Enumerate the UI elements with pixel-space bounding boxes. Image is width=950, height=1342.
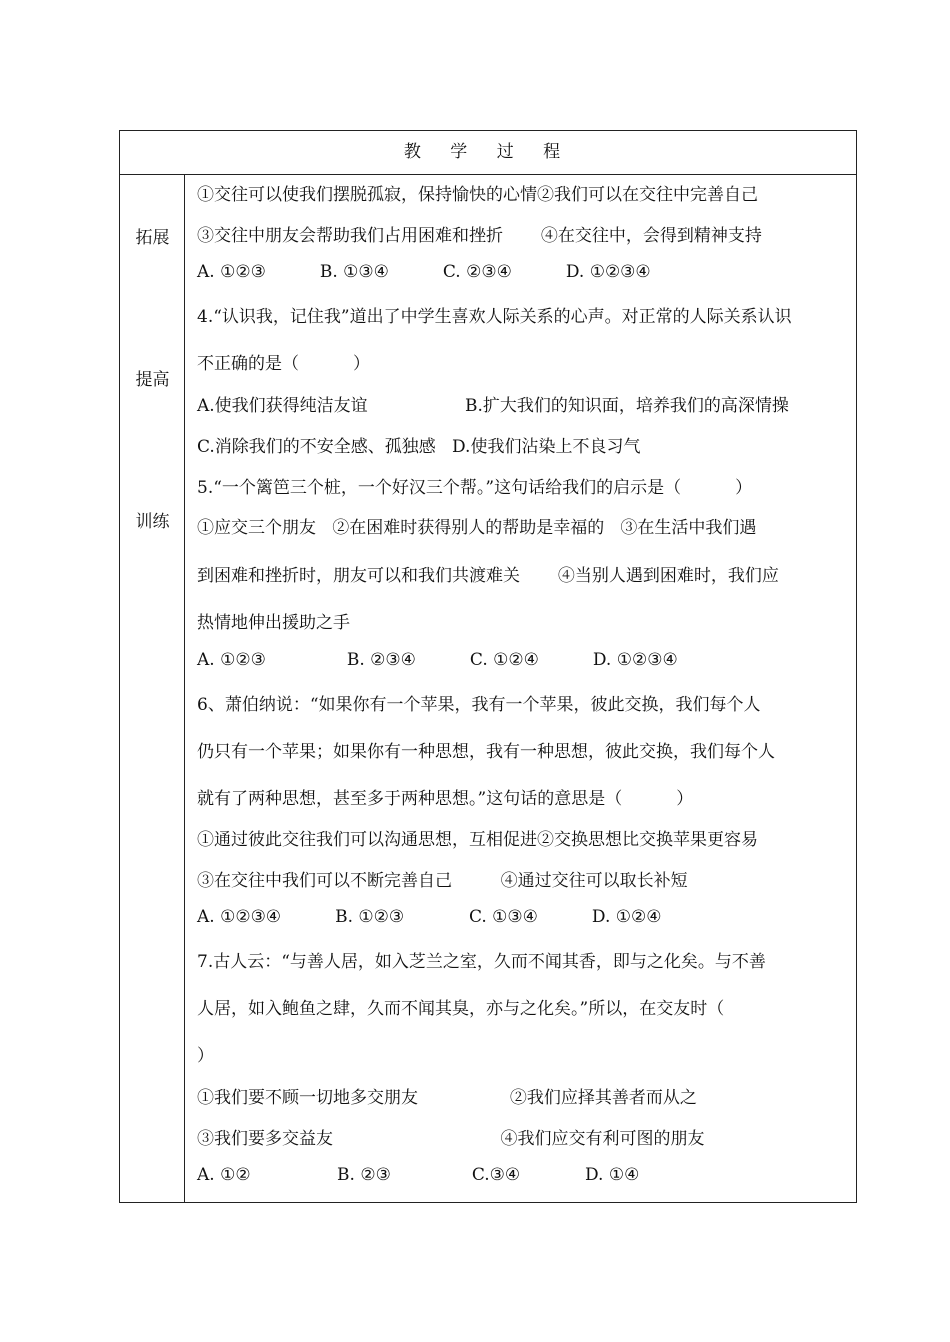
text-line: ①应交三个朋友 ②在困难时获得别人的帮助是幸福的 ③在生活中我们遇 <box>197 518 757 538</box>
text-line: 到困难和挫折时，朋友可以和我们共渡难关 ④当别人遇到困难时，我们应 <box>197 566 779 586</box>
section-label-column <box>120 175 185 1202</box>
text-line: 热情地伸出援助之手 <box>197 613 350 633</box>
text-line: 仍只有一个苹果；如果你有一种思想，我有一种思想，彼此交换，我们每个人 <box>197 742 775 762</box>
side-label-training: 训练 <box>135 512 170 532</box>
side-label-expand: 拓展 <box>135 228 170 248</box>
text-line: 4.“认识我，记住我”道出了中学生喜欢人际关系的心声。对正常的人际关系认识 <box>197 307 792 327</box>
exercise-content <box>197 175 848 1202</box>
table-header: 教 学 过 程 <box>120 131 856 175</box>
text-line: A.使我们获得纯洁友谊 B.扩大我们的知识面，培养我们的高深情操 <box>197 396 789 416</box>
text-line: C.消除我们的不安全感、孤独感 D.使我们沾染上不良习气 <box>197 437 641 457</box>
text-line: A. ①②③ B. ①③④ C. ②③④ D. ①②③④ <box>197 262 651 282</box>
text-line: ①我们要不顾一切地多交朋友 ②我们应择其善者而从之 <box>197 1088 697 1108</box>
text-line: ③交往中朋友会帮助我们占用困难和挫折 ④在交往中，会得到精神支持 <box>197 226 762 246</box>
side-label-improve: 提高 <box>135 370 170 390</box>
text-line: ③在交往中我们可以不断完善自己 ④通过交往可以取长补短 <box>197 871 688 891</box>
text-line: ①交往可以使我们摆脱孤寂，保持愉快的心情②我们可以在交往中完善自己 <box>197 185 758 205</box>
text-line: A. ①②③④ B. ①②③ C. ①③④ D. ①②④ <box>197 907 662 927</box>
text-line: 就有了两种思想，甚至多于两种思想。”这句话的意思是（ ） <box>197 789 694 809</box>
text-line: 7.古人云：“与善人居，如入芝兰之室，久而不闻其香，即与之化矣。与不善 <box>197 952 766 972</box>
text-line: 人居，如入鲍鱼之肆，久而不闻其臭，亦与之化矣。”所以，在交友时（ <box>197 999 725 1019</box>
text-line: 5.“一个篱笆三个桩，一个好汉三个帮。”这句话给我们的启示是（ ） <box>197 478 753 498</box>
text-line: 6、萧伯纳说：“如果你有一个苹果，我有一个苹果，彼此交换，我们每个人 <box>197 695 761 715</box>
text-line: ③我们要多交益友 ④我们应交有利可图的朋友 <box>197 1129 705 1149</box>
text-line: A. ①② B. ②③ C.③④ D. ①④ <box>197 1165 640 1185</box>
text-line: A. ①②③ B. ②③④ C. ①②④ D. ①②③④ <box>197 650 678 670</box>
teaching-process-table <box>119 130 857 1203</box>
text-line: 不正确的是（ ） <box>197 354 371 374</box>
text-line: ①通过彼此交往我们可以沟通思想，互相促进②交换思想比交换苹果更容易 <box>197 830 758 850</box>
text-line: ） <box>197 1046 214 1066</box>
